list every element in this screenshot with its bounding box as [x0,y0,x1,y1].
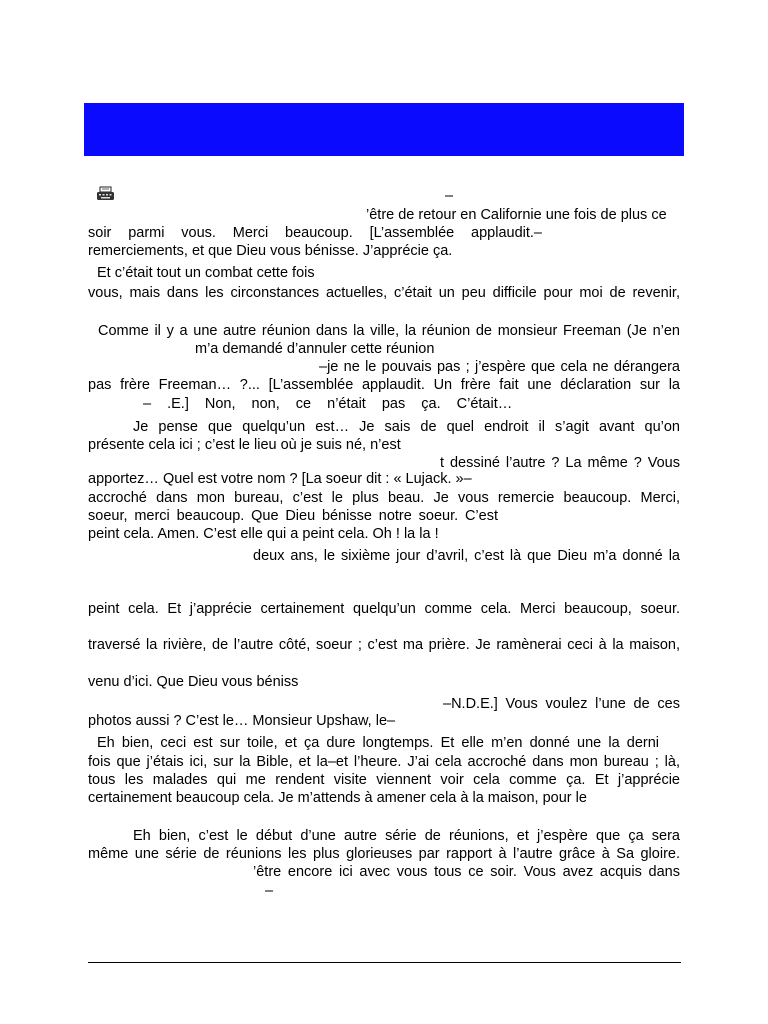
text-line: peint cela. Amen. C’est elle qui a peint cela. Oh ! la la ! [88,526,439,542]
text-line: – [265,883,274,899]
text-line: même une série de réunions les plus glorieuses par rapport à l’autre grâce à Sa gloire. [88,846,680,862]
text-line: ’être encore ici avec vous tous ce soir. Vous avez acquis dans [253,864,680,880]
text-line: t dessiné l’autre ? La même ? Vous [440,455,680,471]
text-line: –je ne le pouvais pas ; j’espère que cela ne dérangera [319,359,680,375]
text-line: m’a demandé d’annuler cette réunion [195,341,435,357]
text-line: photos aussi ? C’est le… Monsieur Upshaw, le– [88,713,396,729]
text-line: traversé la rivière, de l’autre côté, soeur ; c’est ma prière. Je ramènerai ceci à la maison, [88,637,680,653]
text-line: Comme il y a une autre réunion dans la ville, la réunion de monsieur Freeman (Je n’en [98,323,680,339]
text-line: peint cela. Et j’apprécie certainement quelqu’un comme cela. Merci beaucoup, soeur. [88,601,680,617]
text-line: Eh bien, ceci est sur toile, et ça dure longtemps. Et elle m’en donné une la derni [97,735,659,751]
text-line: – .E.] Non, non, ce n’était pas ça. C’était… [143,396,513,412]
footer-rule [88,962,681,963]
text-line: soeur, merci beaucoup. Que Dieu bénisse notre soeur. C’est [88,508,498,524]
text-line: présente cela ici ; c’est le lieu où je suis né, n’est [88,437,401,453]
text-line: Et c’était tout un combat cette fois [97,265,315,281]
text-line: soir parmi vous. Merci beaucoup. [L’assemblée applaudit.– [88,225,542,241]
text-line: accroché dans mon bureau, c’est le plus beau. Je vous remercie beaucoup. Merci, [88,490,680,506]
text-line: remerciements, et que Dieu vous bénisse. J’apprécie ça. [88,243,453,259]
text-line: venu d’ici. Que Dieu vous béniss [88,674,299,690]
text-line: apportez… Quel est votre nom ? [La soeur dit : « Lujack. »– [88,471,472,487]
text-line: certainement beaucoup cela. Je m’attends à amener cela à la maison, pour le [88,790,587,806]
text-line: fois que j’étais ici, sur la Bible, et la–et l’heure. J’ai cela accroché dans mon bureau ; là, [88,754,680,770]
text-line: deux ans, le sixième jour d’avril, c’est là que Dieu m’a donné la [253,548,680,564]
text-line: vous, mais dans les circonstances actuelles, c’était un peu difficile pour moi de revenir, [88,285,680,301]
blue-header-banner [84,103,684,156]
text-line: Je pense que quelqu’un est… Je sais de quel endroit il s’agit avant qu’on [133,419,680,435]
text-line: tous les malades qui me rendent visite viennent voir cela comme ça. Et j’apprécie [88,772,680,788]
text-line: pas frère Freeman… ?... [L’assemblée applaudit. Un frère fait une déclaration sur la [88,377,680,393]
text-line: – [445,188,454,204]
text-line: Eh bien, c’est le début d’une autre série de réunions, et j’espère que ça sera [133,828,680,844]
typewriter-icon [96,186,116,202]
text-line: ’être de retour en Californie une fois de plus ce [366,207,667,223]
text-line: –N.D.E.] Vous voulez l’une de ces [443,696,680,712]
